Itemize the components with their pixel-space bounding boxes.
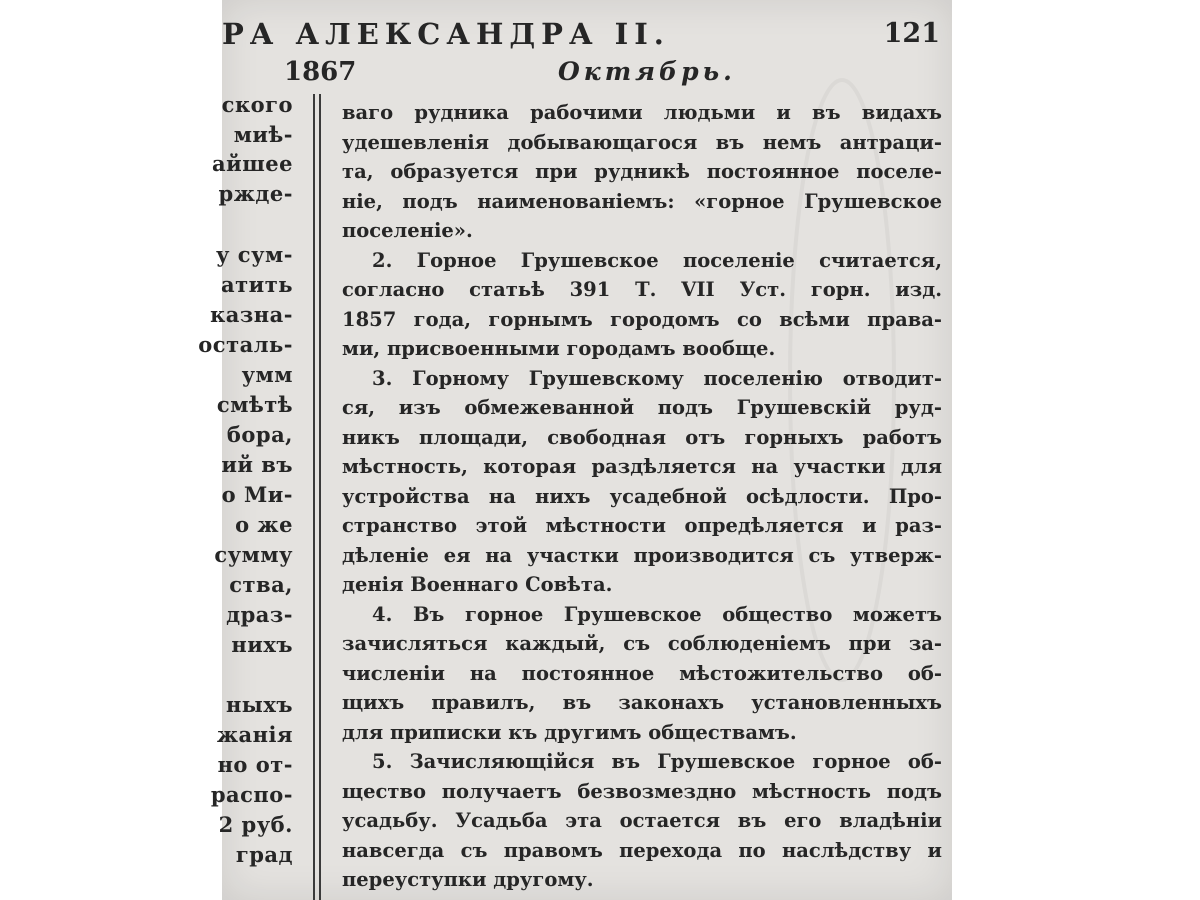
paragraph-2-start: 2. Горное Грушевское поселеніе считается, xyxy=(372,248,942,272)
running-header xyxy=(222,18,952,52)
column-divider-rule xyxy=(319,94,321,900)
left-column-fragment: осталь- xyxy=(198,332,293,357)
left-column-fragment: атить xyxy=(221,272,293,297)
left-column-fragment: ржде- xyxy=(218,180,293,206)
text-line: та, образуется при рудникѣ постоянное поселе- xyxy=(342,160,942,183)
date-header xyxy=(222,57,952,87)
left-column-fragment: о Ми- xyxy=(221,482,293,507)
left-column-fragment: ства, xyxy=(229,572,293,597)
text-line: щихъ правилъ, въ законахъ установленныхъ xyxy=(342,691,942,714)
text-line: ваго рудника рабочими людьми и въ видахъ xyxy=(342,101,942,124)
left-column-fragment: 2 руб. xyxy=(218,812,293,837)
left-column-fragment: казна- xyxy=(210,302,293,327)
text-line: денія Военнаго Совѣта. xyxy=(342,573,613,596)
text-line: ся, изъ обмежеванной подъ Грушевскій руд- xyxy=(342,396,942,419)
text-line: мѣстность, которая раздѣляется на участки для xyxy=(342,455,942,478)
left-column-fragment: нихъ xyxy=(231,632,293,657)
text-line: для приписки къ другимъ обществамъ. xyxy=(342,720,797,744)
left-column-fragment: ныхъ xyxy=(225,692,293,717)
text-line: поселеніе». xyxy=(342,219,473,242)
text-line: дѣленіе ея на участки производится съ утверж- xyxy=(342,543,942,567)
text-line: численіи на постоянное мѣстожительство об- xyxy=(342,661,942,685)
text-line: устройства на нихъ усадебной осѣдлости. Про- xyxy=(342,484,942,508)
month-label: Октябрь. xyxy=(558,57,736,86)
left-column-fragment: град xyxy=(235,842,293,867)
left-column-fragment: умм xyxy=(241,362,293,387)
paragraph-4-start: 4. Въ горное Грушевское общество можетъ xyxy=(372,602,942,626)
paragraph-5-start: 5. Зачисляющійся въ Грушевское горное об- xyxy=(372,750,942,773)
left-column-fragment: ий въ xyxy=(221,452,293,477)
text-line: странство этой мѣстности опредѣляется и раз- xyxy=(342,514,942,537)
left-column-cropped xyxy=(198,92,296,900)
text-line: 1857 года, горнымъ городомъ со всѣми права- xyxy=(342,307,942,331)
left-column-fragment: о же xyxy=(235,512,293,537)
text-line: ми, присвоенными городамъ вообще. xyxy=(342,337,776,360)
text-line: удешевленія добывающагося въ немъ антраци- xyxy=(342,130,942,154)
text-line: никъ площади, свободная отъ горныхъ работъ xyxy=(342,425,942,449)
left-column-fragment: сумму xyxy=(214,542,293,567)
text-line: зачисляться каждый, съ соблюденіемъ при за- xyxy=(342,632,942,655)
page-number: 121 xyxy=(883,18,940,49)
left-column-fragment: айшее xyxy=(212,151,293,176)
left-column-fragment: ского xyxy=(221,92,293,117)
left-column-fragment: у сум- xyxy=(216,242,293,267)
running-title: РА АЛЕКСАНДРА II. xyxy=(222,17,670,51)
year-label: 1867 xyxy=(284,57,357,87)
text-line: навсегда съ правомъ перехода по наслѣдству и xyxy=(342,838,942,862)
text-line: ніе, подъ наименованіемъ: «горное Грушевское xyxy=(342,189,942,213)
left-column-fragment: смѣтѣ xyxy=(216,392,293,417)
text-line: переуступки другому. xyxy=(342,868,594,891)
left-column-fragment: но от- xyxy=(217,752,293,777)
text-line: щество получаетъ безвозмездно мѣстность подъ xyxy=(342,779,942,803)
main-column xyxy=(342,98,950,900)
document-page xyxy=(198,0,952,900)
left-column-fragment: драз- xyxy=(226,602,293,627)
left-column-fragment: жанія xyxy=(216,722,293,747)
left-column-fragment: распо- xyxy=(210,782,293,807)
text-line: усадьбу. Усадьба эта остается въ его владѣніи xyxy=(342,809,942,832)
left-column-fragment: бора, xyxy=(226,422,293,447)
text-line: согласно статьѣ 391 Т. VII Уст. горн. изд. xyxy=(342,278,942,301)
paragraph-3-start: 3. Горному Грушевскому поселенію отводит- xyxy=(372,366,942,390)
column-divider-rule xyxy=(313,94,315,900)
left-column-fragment: миѣ- xyxy=(233,121,293,147)
